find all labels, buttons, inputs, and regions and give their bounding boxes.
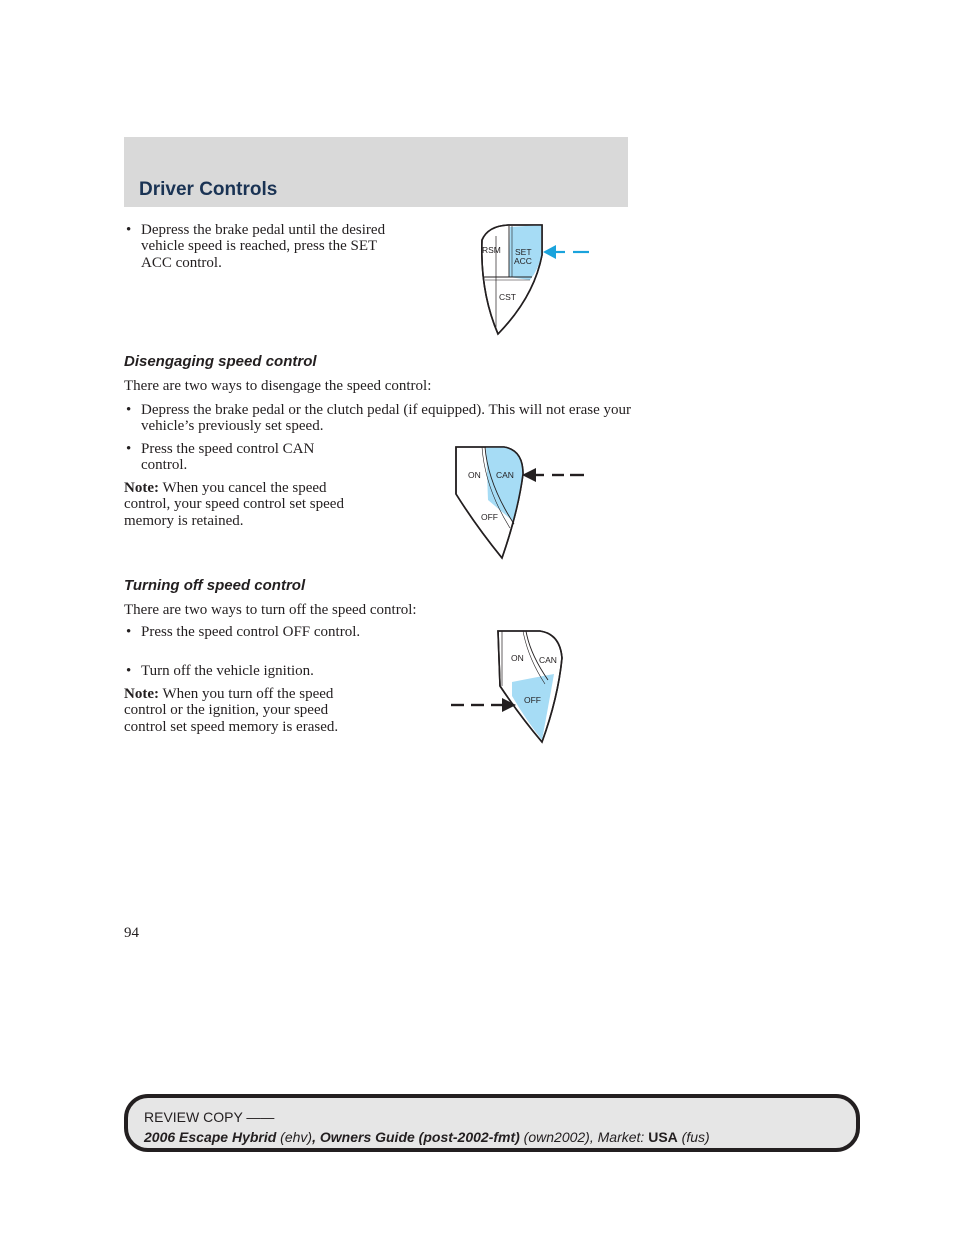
header-band <box>124 137 628 207</box>
heading-turning-off: Turning off speed control <box>124 577 306 594</box>
acc-label: ACC <box>514 256 532 266</box>
bullet-ignition: • Turn off the vehicle ignition. <box>124 663 401 679</box>
bullet-brake-pedal: • Depress the brake pedal or the clutch pedal (if equipped). This will not erase your vehicle’s previously set speed. <box>124 402 631 435</box>
footer-guide-code: (own2002) <box>519 1129 590 1145</box>
footer-guide: Owners Guide (post-2002-fmt) <box>319 1129 520 1145</box>
arrow-blue-icon <box>543 245 556 259</box>
intro-disengaging: There are two ways to disengage the speed control: <box>124 378 432 394</box>
set-acc-figure <box>470 222 595 340</box>
footer-sep: , <box>312 1129 320 1145</box>
can-label: CAN <box>496 470 514 480</box>
off-label: OFF <box>524 695 541 705</box>
footer-market-code: (fus) <box>677 1129 710 1145</box>
on-label: ON <box>511 653 524 663</box>
arrow-black-icon <box>522 468 536 482</box>
footer-market-label: , Market: <box>589 1129 649 1145</box>
note-text: When you turn off the speed control or the ignition, your speed control set speed memory is erased. <box>124 686 339 735</box>
note-text: When you cancel the speed control, your speed control set speed memory is retained. <box>124 480 344 529</box>
off-figure <box>448 628 573 746</box>
footer-market: USA <box>648 1129 678 1145</box>
footer-document-info <box>144 1129 710 1145</box>
off-label: OFF <box>481 512 498 522</box>
review-footer <box>124 1094 860 1152</box>
page-title: Driver Controls <box>139 179 278 200</box>
set-label: SET <box>515 247 532 257</box>
page-number: 94 <box>124 925 139 941</box>
footer-model: 2006 Escape Hybrid <box>144 1129 277 1145</box>
can-figure <box>448 444 588 562</box>
note-cancel <box>124 480 364 529</box>
footer-model-code: (ehv) <box>276 1129 313 1145</box>
intro-turning-off: There are two ways to turn off the speed control: <box>124 602 417 618</box>
bullet-can-control: • Press the speed control CAN control. <box>124 441 361 474</box>
can-label: CAN <box>539 655 557 665</box>
note-label: Note: <box>124 686 159 702</box>
on-label: ON <box>468 470 481 480</box>
rsm-label: RSM <box>482 245 501 255</box>
bullet-set-acc: • Depress the brake pedal until the desired vehicle speed is reached, press the SET ACC control. <box>124 222 391 271</box>
note-turn-off <box>124 686 374 735</box>
note-label: Note: <box>124 480 159 496</box>
heading-disengaging: Disengaging speed control <box>124 353 317 370</box>
bullet-off-control: • Press the speed control OFF control. <box>124 624 361 640</box>
cst-label: CST <box>499 292 516 302</box>
footer-review-copy: REVIEW COPY —— <box>144 1109 275 1125</box>
